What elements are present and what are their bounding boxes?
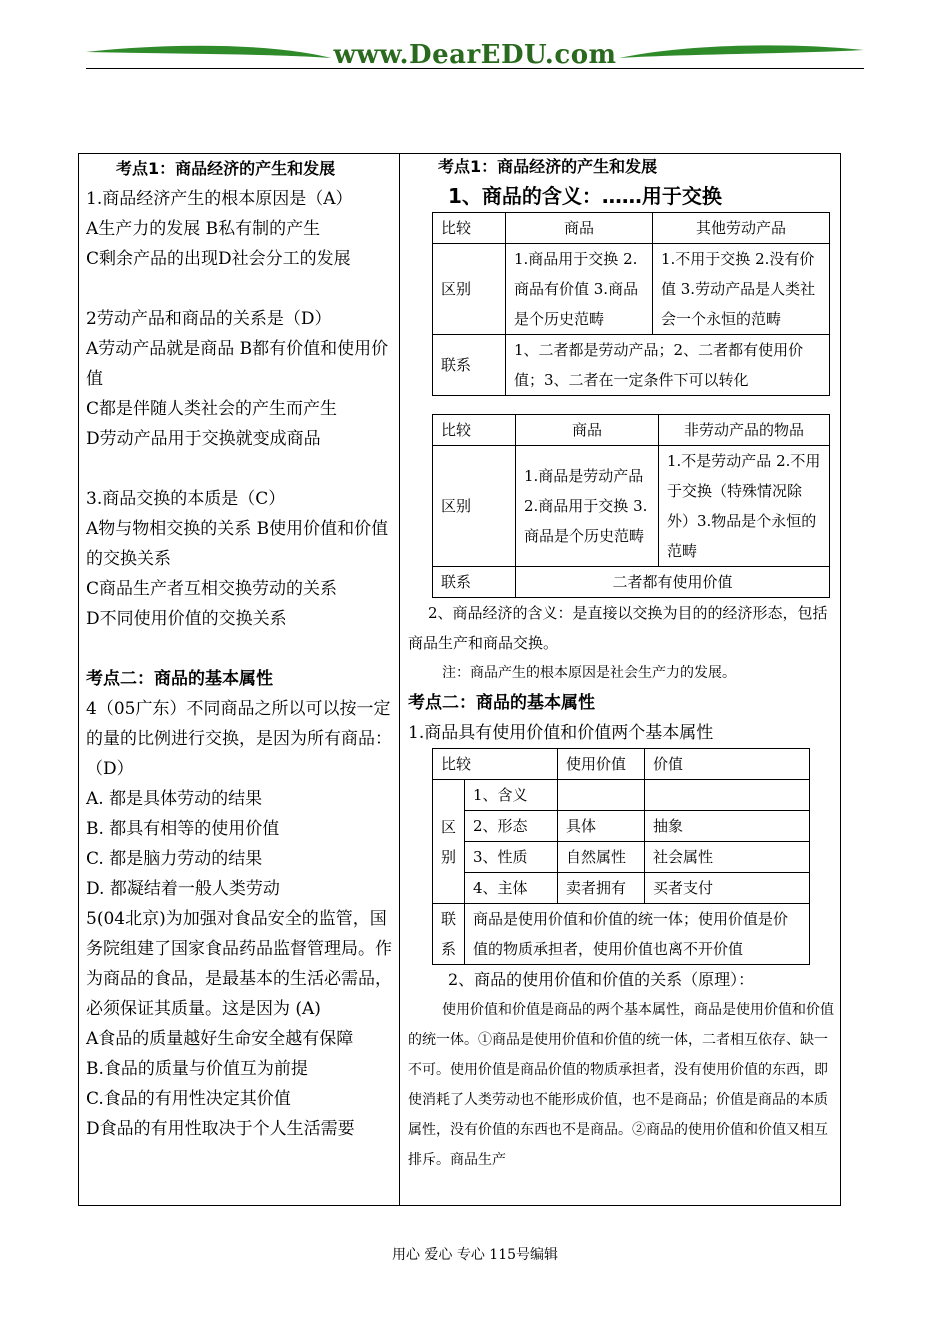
q1-options-cd: C剩余产品的出现D社会分工的发展 — [86, 249, 351, 269]
t2-head-compare: 比较 — [433, 415, 516, 446]
site-logo-text: www.DearEDU.com — [333, 40, 617, 70]
q2-option-c: C都是伴随人类社会的产生而产生 — [86, 399, 338, 419]
t2-link-text: 二者都有使用价值 — [516, 567, 830, 598]
q5-option-c: C.食品的有用性决定其价值 — [86, 1089, 291, 1109]
attributes-statement: 1.商品具有使用价值和价值两个基本属性 — [408, 723, 714, 743]
t3-meaning-value — [645, 780, 810, 811]
column-divider — [399, 153, 400, 1206]
t3-nature-value: 社会属性 — [645, 842, 810, 873]
t3-form-use: 具体 — [558, 811, 645, 842]
header-rule — [86, 68, 864, 69]
t2-head-nonlabor: 非劳动产品的物品 — [659, 415, 830, 446]
table-use-value-vs-value — [432, 748, 810, 965]
q3-options-ab: A物与物相交换的关系 B使用价值和价值的交换关系 — [86, 519, 389, 569]
t2-cell-commodity: 1.商品是劳动产品 2.商品用于交换 3.商品是个历史范畴 — [516, 446, 659, 567]
right-heading-1b: 1、商品的含义：……用于交换 — [448, 184, 722, 208]
t1-head-compare: 比较 — [433, 213, 506, 244]
q2-option-d: D劳动产品用于交换就变成商品 — [86, 429, 321, 449]
relation-title: 2、商品的使用价值和价值的关系（原理）： — [448, 970, 755, 989]
table-commodity-vs-labor — [432, 212, 830, 396]
t3-side-label: 区别 — [433, 780, 465, 904]
relation-paragraph: 使用价值和价值是商品的两个基本属性，商品是使用价值和价值的统一体。①商品是使用价值和价值的统一体，二者相互依存、缺一不可。使用价值是商品价值的物质承担者，没有使用价值的东西，即使消耗了人类劳动也不能形成价值，也不是商品；价值是商品的本质属性，没有价值的东西也不是商品。②商品的使用价值和价值又相互排斥。商品生产 — [408, 1002, 834, 1168]
q2-options-ab: A劳动产品就是商品 B都有价值和使用价值 — [86, 339, 389, 389]
right-heading-1: 考点1：商品经济的产生和发展 — [438, 157, 658, 176]
t2-row-label: 区别 — [433, 446, 516, 567]
t3-link-text: 商品是使用价值和价值的统一体；使用价值是价值的物质承担者，使用价值也离不开价值 — [465, 904, 810, 965]
t3-meaning-use — [558, 780, 645, 811]
t2-head-commodity: 商品 — [516, 415, 659, 446]
left-column — [86, 154, 392, 1144]
q4-option-a: A. 都是具体劳动的结果 — [86, 789, 263, 809]
q1-options-ab: A生产力的发展 B私有制的产生 — [86, 219, 321, 239]
site-header — [86, 38, 864, 72]
t3-form-value: 抽象 — [645, 811, 810, 842]
q5-option-d: D食品的有用性取决于个人生活需要 — [86, 1119, 355, 1139]
q4-stem: 4（05广东）不同商品之所以可以按一定的量的比例进行交换，是因为所有商品：（D） — [86, 699, 392, 779]
t3-nature-use: 自然属性 — [558, 842, 645, 873]
right-column — [408, 154, 834, 1175]
t3-head-compare: 比较 — [433, 749, 558, 780]
left-heading-1: 考点1：商品经济的产生和发展 — [116, 159, 336, 178]
t3-subject-value: 买者支付 — [645, 873, 810, 904]
t1-link-text: 1、二者都是劳动产品；2、二者都有使用价值；3、二者在一定条件下可以转化 — [506, 335, 830, 396]
t3-row-subject: 4、主体 — [465, 873, 558, 904]
t3-head-use-value: 使用价值 — [558, 749, 645, 780]
t1-link-label: 联系 — [433, 335, 506, 396]
page-footer: 用心 爱心 专心 115号编辑 — [391, 1247, 559, 1263]
t1-head-commodity: 商品 — [506, 213, 653, 244]
note-origin: 注：商品产生的根本原因是社会生产力的发展。 — [442, 665, 736, 681]
t1-cell-other: 1.不用于交换 2.没有价值 3.劳动产品是人类社会一个永恒的范畴 — [653, 244, 830, 335]
q4-option-c: C. 都是脑力劳动的结果 — [86, 849, 263, 869]
q1-stem: 1.商品经济产生的根本原因是（A） — [86, 189, 353, 209]
q2-stem: 2劳动产品和商品的关系是（D） — [86, 309, 332, 329]
t1-cell-commodity: 1.商品用于交换 2.商品有价值 3.商品是个历史范畴 — [506, 244, 653, 335]
t3-row-form: 2、形态 — [465, 811, 558, 842]
q4-option-b: B. 都具有相等的使用价值 — [86, 819, 280, 839]
q5-option-a: A食品的质量越好生命安全越有保障 — [86, 1029, 354, 1049]
q3-option-c: C商品生产者互相交换劳动的关系 — [86, 579, 338, 599]
t3-row-meaning: 1、含义 — [465, 780, 558, 811]
t2-link-label: 联系 — [433, 567, 516, 598]
t2-cell-nonlabor: 1.不是劳动产品 2.不用于交换（特殊情况除外）3.物品是个永恒的范畴 — [659, 446, 830, 567]
q4-option-d: D. 都凝结着一般人类劳动 — [86, 879, 280, 899]
t3-subject-use: 卖者拥有 — [558, 873, 645, 904]
table-commodity-vs-nonlabor — [432, 414, 830, 598]
q3-option-d: D不同使用价值的交换关系 — [86, 609, 287, 629]
t3-head-value: 价值 — [645, 749, 810, 780]
t3-link-label: 联系 — [433, 904, 465, 965]
q3-stem: 3.商品交换的本质是（C） — [86, 489, 286, 509]
q5-stem: 5(04北京)为加强对食品安全的监管，国务院组建了国家食品药品监督管理局。作为商品的食品，是最基本的生活必需品，必须保证其质量。这是因为 (A) — [86, 909, 392, 1019]
commodity-economy-def: 2、商品经济的含义：是直接以交换为目的的经济形态，包括商品生产和商品交换。 — [408, 604, 828, 652]
left-heading-2: 考点二：商品的基本属性 — [86, 669, 273, 689]
q5-option-b: B.食品的质量与价值互为前提 — [86, 1059, 308, 1079]
t3-row-nature: 3、性质 — [465, 842, 558, 873]
t1-row-label: 区别 — [433, 244, 506, 335]
right-heading-2: 考点二：商品的基本属性 — [408, 693, 595, 713]
t1-head-other: 其他劳动产品 — [653, 213, 830, 244]
